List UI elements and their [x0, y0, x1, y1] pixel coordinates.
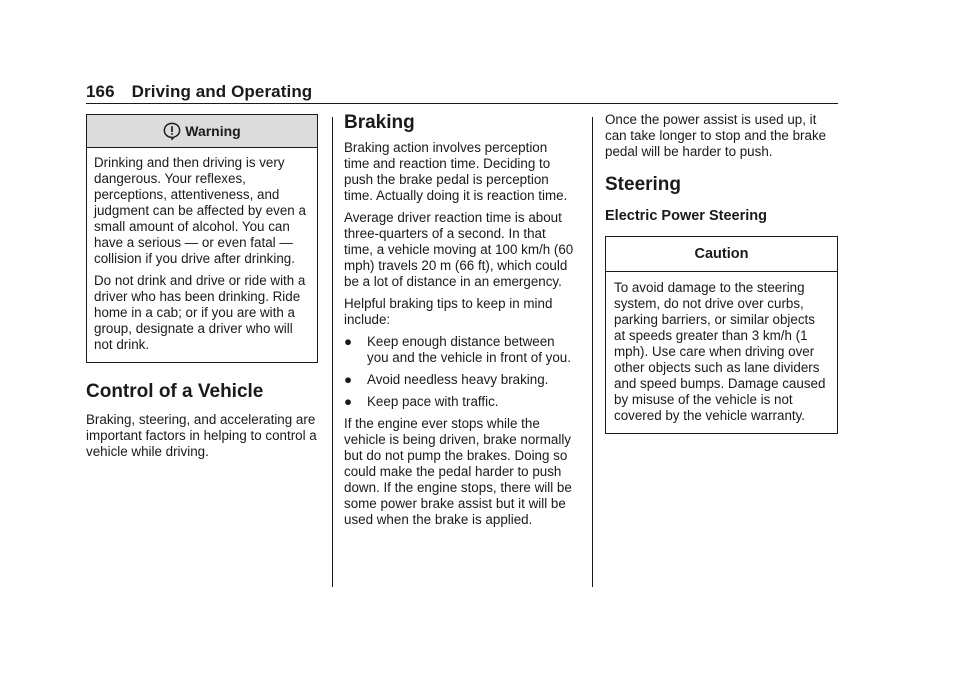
column-3	[605, 112, 838, 434]
caution-box	[605, 236, 838, 434]
braking-paragraph-1: Braking action involves perception time and reaction time. Deciding to push the brake pedal is perception time. Actually doing it is reaction time.	[344, 140, 568, 203]
header-rule	[86, 103, 838, 104]
list-item	[344, 372, 576, 388]
bullet-text: Avoid needless heavy braking.	[367, 372, 549, 387]
warning-speech-bubble-icon	[163, 122, 181, 140]
bullet-marker: ●	[344, 334, 353, 349]
column-divider-2	[592, 117, 593, 587]
warning-title: Warning	[185, 123, 241, 139]
bullet-marker: ●	[344, 372, 353, 387]
column-2	[344, 112, 576, 534]
caution-body: To avoid damage to the steering system, do not drive over curbs, parking barriers, or similar objects at speeds greater than 3 km/h (1 mph). Use care when driving over other objects such as lane dividers and speed bumps. Damage caused by misuse of the vehicle is not covered by the vehicle warranty.	[614, 280, 826, 423]
warning-box-header	[87, 115, 317, 148]
control-heading: Control of a Vehicle	[86, 381, 264, 402]
braking-paragraph-2: Average driver reaction time is about three-quarters of a second. In that time, a vehicle moving at 100 km/h (60 mph) travels 20 m (66 ft), which could be a lot of distance in an emergency.	[344, 210, 574, 289]
power-assist-paragraph: Once the power assist is used up, it can take longer to stop and the brake pedal will be harder to push.	[605, 112, 827, 159]
braking-paragraph-3: Helpful braking tips to keep in mind include:	[344, 296, 553, 327]
braking-closing-paragraph: If the engine ever stops while the vehicle is being driven, brake normally but do not pump the brakes. Doing so could make the pedal harder to push down. If the engine stops, there will be some power brake assist but it will be used when the brake is applied.	[344, 416, 572, 527]
page-header	[86, 82, 838, 102]
header-title	[86, 82, 838, 102]
column-1	[86, 112, 318, 466]
steering-heading: Steering	[605, 174, 682, 195]
eps-heading: Electric Power Steering	[605, 208, 767, 224]
control-body: Braking, steering, and accelerating are important factors in helping to control a vehicle while driving.	[86, 412, 317, 459]
warning-paragraph-2: Do not drink and drive or ride with a driver who has been drinking. Ride home in a cab; or if you are with a group, designate a driver who will not drink.	[94, 273, 306, 352]
warning-box-body	[87, 148, 317, 362]
column-divider-1	[332, 117, 333, 587]
bullet-marker: ●	[344, 394, 353, 409]
caution-title: Caution	[606, 237, 837, 272]
list-item	[344, 334, 576, 366]
warning-paragraph-1: Drinking and then driving is very dangerous. Your reflexes, perceptions, attentiveness, and judgment can be affected by even a small amount of alcohol. You can have a serious — or even fatal — collision if you drive after drinking.	[94, 155, 306, 266]
list-item	[344, 394, 576, 410]
bullet-text: Keep enough distance between you and the vehicle in front of you.	[367, 334, 571, 365]
section-title: Driving and Operating	[131, 82, 313, 101]
bullet-text: Keep pace with traffic.	[367, 394, 499, 409]
braking-heading: Braking	[344, 112, 415, 133]
warning-box	[86, 114, 318, 363]
caution-box-body	[606, 272, 837, 433]
page-number: 166	[86, 82, 115, 101]
